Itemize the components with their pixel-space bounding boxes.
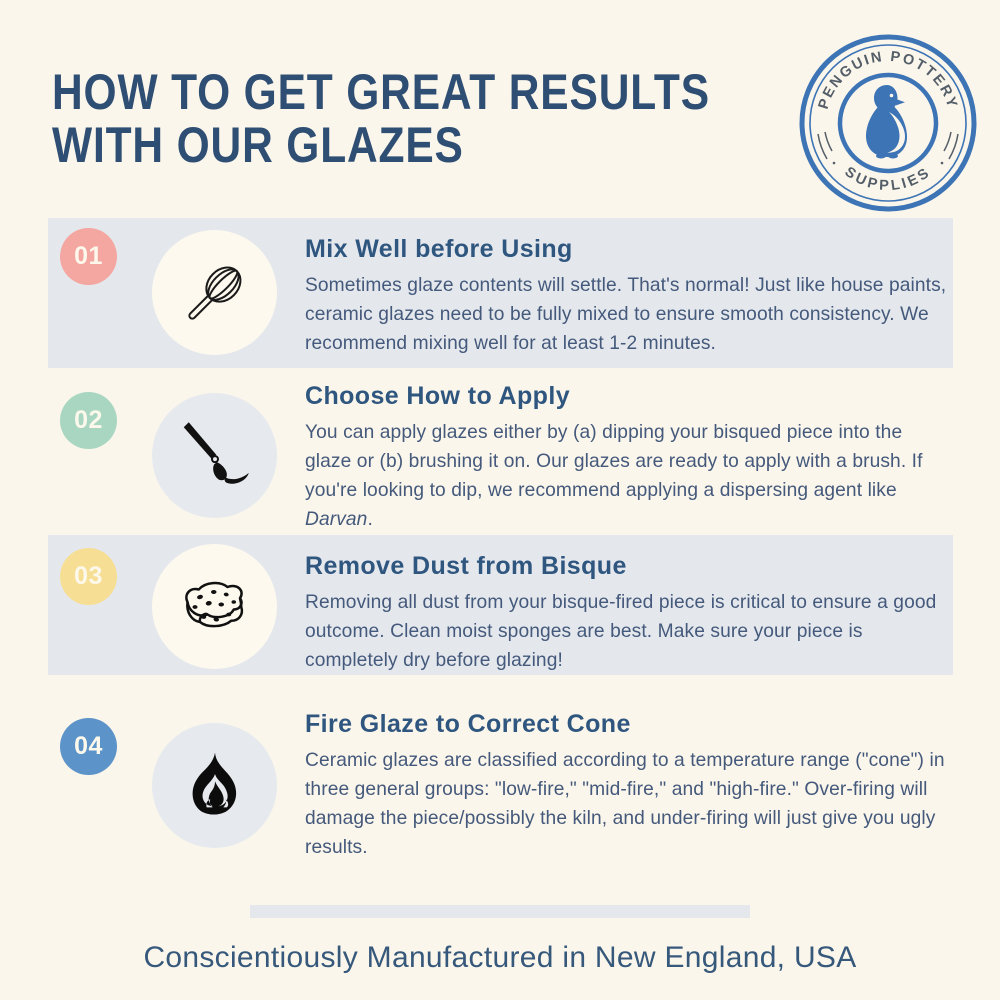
page-title (52, 66, 710, 172)
flame-icon (177, 748, 253, 824)
step-text-2 (305, 382, 953, 534)
step-body-suffix-2: . (367, 509, 373, 530)
footer-divider (250, 905, 750, 918)
brand-logo (793, 28, 983, 218)
whisk-icon (177, 255, 253, 331)
page-title-line1: HOW TO GET GREAT RESULTS (52, 64, 710, 120)
penguin-icon (866, 85, 907, 159)
step-icon-circle-2 (152, 393, 277, 518)
step-icon-circle-4 (152, 723, 277, 848)
paintbrush-icon (175, 416, 255, 496)
step-icon-circle-1 (152, 230, 277, 355)
step-body-text-1: Sometimes glaze contents will settle. That's normal! Just like house paints, ceramic glazes need to be fully mixed to ensure smooth consistency. We recommend mixing well for at least 1-2 minutes. (305, 275, 947, 354)
step-text-1 (305, 235, 953, 358)
step-number-badge-2 (60, 392, 117, 449)
step-number-2: 02 (74, 406, 103, 434)
step-body-3 (305, 588, 953, 675)
step-number-1: 01 (74, 242, 103, 270)
step-number-badge-1 (60, 228, 117, 285)
step-title-4: Fire Glaze to Correct Cone (305, 710, 631, 738)
logo-arc-bottom-text: SUPPLIES (841, 164, 935, 195)
footer-text: Conscientiously Manufactured in New England, USA (143, 941, 857, 974)
logo-arc-top-text: PENGUIN POTTERY (815, 48, 961, 112)
penguin-pottery-logo-icon (793, 28, 983, 218)
step-body-text-3: Removing all dust from your bisque-fired piece is critical to ensure a good outcome. Clean moist sponges are best. Make sure your piece is completely dry before glazing! (305, 592, 937, 671)
step-text-4 (305, 710, 953, 862)
step-body-text-2: You can apply glazes either by (a) dipping your bisqued piece into the glaze or (b) brushing it on. Our glazes are ready to apply with a brush. If you're looking to dip, we recommend applying a dispersing agent like (305, 422, 923, 501)
step-title-2: Choose How to Apply (305, 382, 570, 410)
step-body-2 (305, 418, 953, 534)
step-body-italic-2: Darvan (305, 509, 368, 530)
step-body-text-4: Ceramic glazes are classified according to a temperature range ("cone") in three general groups: "low-fire," "mid-fire," and "high-fire." Over-firing will damage the piece/possibly the kiln, and under-firing will just give you ugly results. (305, 750, 945, 858)
step-body-1 (305, 271, 953, 358)
step-title-1: Mix Well before Using (305, 235, 573, 263)
svg-text:SUPPLIES (842, 164, 935, 194)
step-body-4 (305, 746, 953, 862)
step-text-3 (305, 552, 953, 675)
step-number-badge-4 (60, 718, 117, 775)
sponge-icon (175, 567, 255, 647)
step-icon-circle-3 (152, 544, 277, 669)
step-number-3: 03 (74, 562, 103, 590)
step-number-badge-3 (60, 548, 117, 605)
step-title-3: Remove Dust from Bisque (305, 552, 627, 580)
page-title-line2: WITH OUR GLAZES (52, 117, 464, 173)
step-number-4: 04 (74, 732, 103, 760)
